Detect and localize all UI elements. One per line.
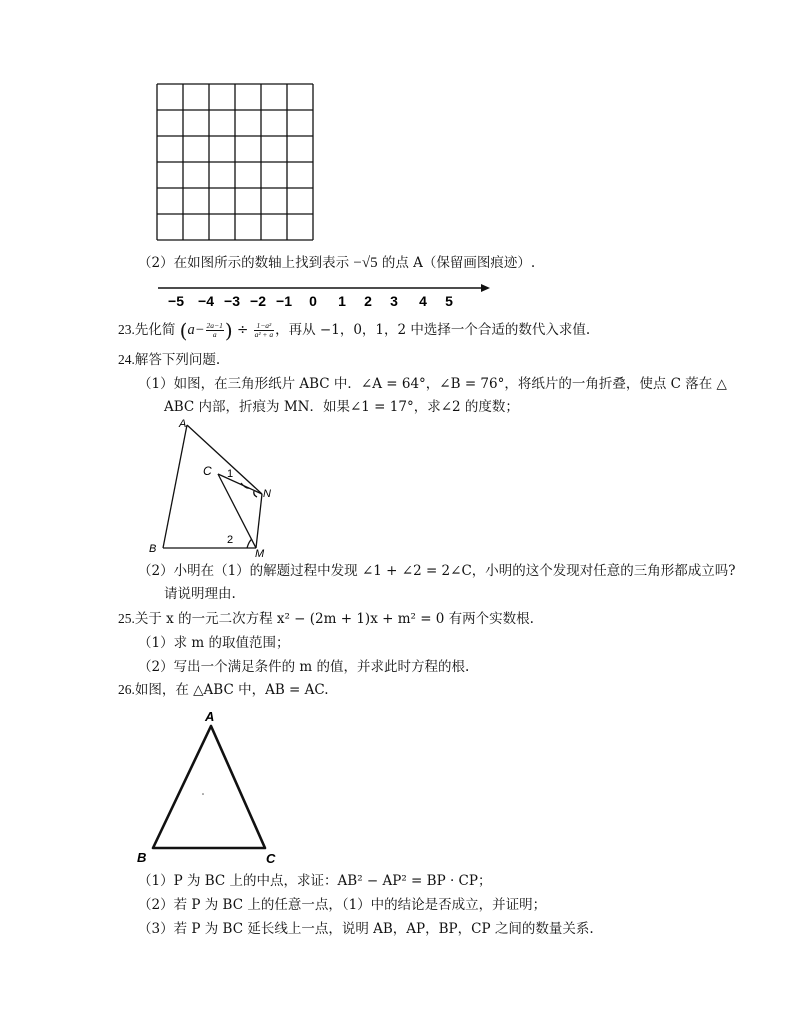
number-line-tick-label: −1 <box>276 293 292 309</box>
q26-part2: （2）若 P 为 BC 上的任意一点，（1）中的结论是否成立，并证明； <box>138 897 547 913</box>
label-N: N <box>263 488 271 500</box>
center-dot <box>202 793 204 795</box>
label-A: A <box>205 709 215 724</box>
angle-2-arc <box>247 539 252 548</box>
q23-number: 23. <box>118 322 135 337</box>
q23-tail: ，再从 −1，0，1，2 中选择一个合适的数代入求值. <box>275 322 591 338</box>
q22-part2-text: （2）在如图所示的数轴上找到表示 <box>138 255 350 271</box>
number-line-tick-label: −5 <box>168 293 184 309</box>
q23-lead: 先化简 <box>134 322 176 338</box>
q24-part1-line2: ABC 内部，折痕为 MN．如果∠1 = 17°，求∠2 的度数； <box>164 399 519 415</box>
triangle-ABC <box>153 726 265 848</box>
number-line-tick-label: −2 <box>250 293 266 309</box>
fold-MN <box>256 494 262 548</box>
fraction-1-denominator: a <box>212 330 217 339</box>
q25-number: 25. <box>118 611 135 626</box>
paren-close: ) <box>224 318 233 343</box>
paren-open: ( <box>179 318 188 343</box>
number-line-arrow-icon <box>481 284 490 292</box>
fraction-2-numerator: 1−a² <box>254 322 275 331</box>
number-line-tick-label: −3 <box>224 293 240 309</box>
q26-part1: （1）P 为 BC 上的中点，求证：AB² − AP² = BP · CP； <box>138 873 492 889</box>
label-B: B <box>149 543 157 555</box>
fold-CN <box>218 474 262 494</box>
label-angle-2: 2 <box>227 534 234 546</box>
q23-expr-a: a− <box>187 322 205 338</box>
q25-part1: （1）求 m 的取值范围； <box>138 635 290 651</box>
q26-line1 <box>118 681 329 699</box>
q22-part2 <box>138 254 535 272</box>
q25-text: 关于 x 的一元二次方程 x² − (2m + 1)x + m² = 0 有两个实数根. <box>134 611 534 627</box>
isosceles-triangle-figure <box>135 706 295 868</box>
number-line-tick-label: 5 <box>445 293 453 309</box>
number-line-tick-label: 3 <box>390 293 398 309</box>
q26-text: 如图，在 △ABC 中，AB = AC. <box>134 682 329 698</box>
q24-title-text: 解答下列问题. <box>134 352 221 368</box>
q26-part3: （3）若 P 为 BC 延长线上一点，说明 AB，AP，BP，CP 之间的数量关系. <box>138 921 594 937</box>
number-line-tick-label: 1 <box>338 293 346 309</box>
side-AB <box>163 425 187 548</box>
label-angle-1: 1 <box>227 468 234 480</box>
label-C: C <box>266 851 276 866</box>
q25-part2: （2）写出一个满足条件的 m 的值，并求此时方程的根. <box>138 659 470 675</box>
q24-number: 24. <box>118 352 135 367</box>
label-A: A <box>179 418 187 430</box>
q24-part2-line2: 请说明理由. <box>164 586 236 602</box>
q24-title <box>118 351 220 369</box>
number-line-tick-label: −4 <box>198 293 214 309</box>
square-grid <box>155 82 315 242</box>
fold-CM <box>218 474 256 548</box>
division-sign: ÷ <box>236 322 249 338</box>
number-line-tick-label: 2 <box>364 293 372 309</box>
fraction-1 <box>206 322 224 339</box>
q26-number: 26. <box>118 682 135 697</box>
q22-part2-tail: 的点 A（保留画图痕迹）. <box>381 255 536 271</box>
q24-part1-line1: （1）如图，在三角形纸片 ABC 中．∠A = 64°，∠B = 76°，将纸片的一角折叠，使点 C 落在 △ <box>138 376 727 392</box>
number-line <box>150 278 500 312</box>
label-C: C <box>203 464 212 478</box>
fraction-1-numerator: 2a−1 <box>206 321 223 330</box>
sqrt5-expression: −√5 <box>353 255 378 271</box>
q23 <box>118 318 591 343</box>
number-line-tick-label: 0 <box>309 293 317 309</box>
fraction-2 <box>254 322 275 339</box>
label-M: M <box>255 548 265 560</box>
q24-part2-line1: （2）小明在（1）的解题过程中发现 ∠1 + ∠2 = 2∠C，小明的这个发现对任意的三角形都成立吗? <box>138 563 736 579</box>
q25-line1 <box>118 610 534 628</box>
folded-triangle-figure <box>145 415 285 560</box>
fraction-2-denominator: a² + a <box>254 330 274 339</box>
side-AN <box>187 425 262 494</box>
label-B: B <box>137 850 147 865</box>
number-line-tick-label: 4 <box>419 293 427 309</box>
